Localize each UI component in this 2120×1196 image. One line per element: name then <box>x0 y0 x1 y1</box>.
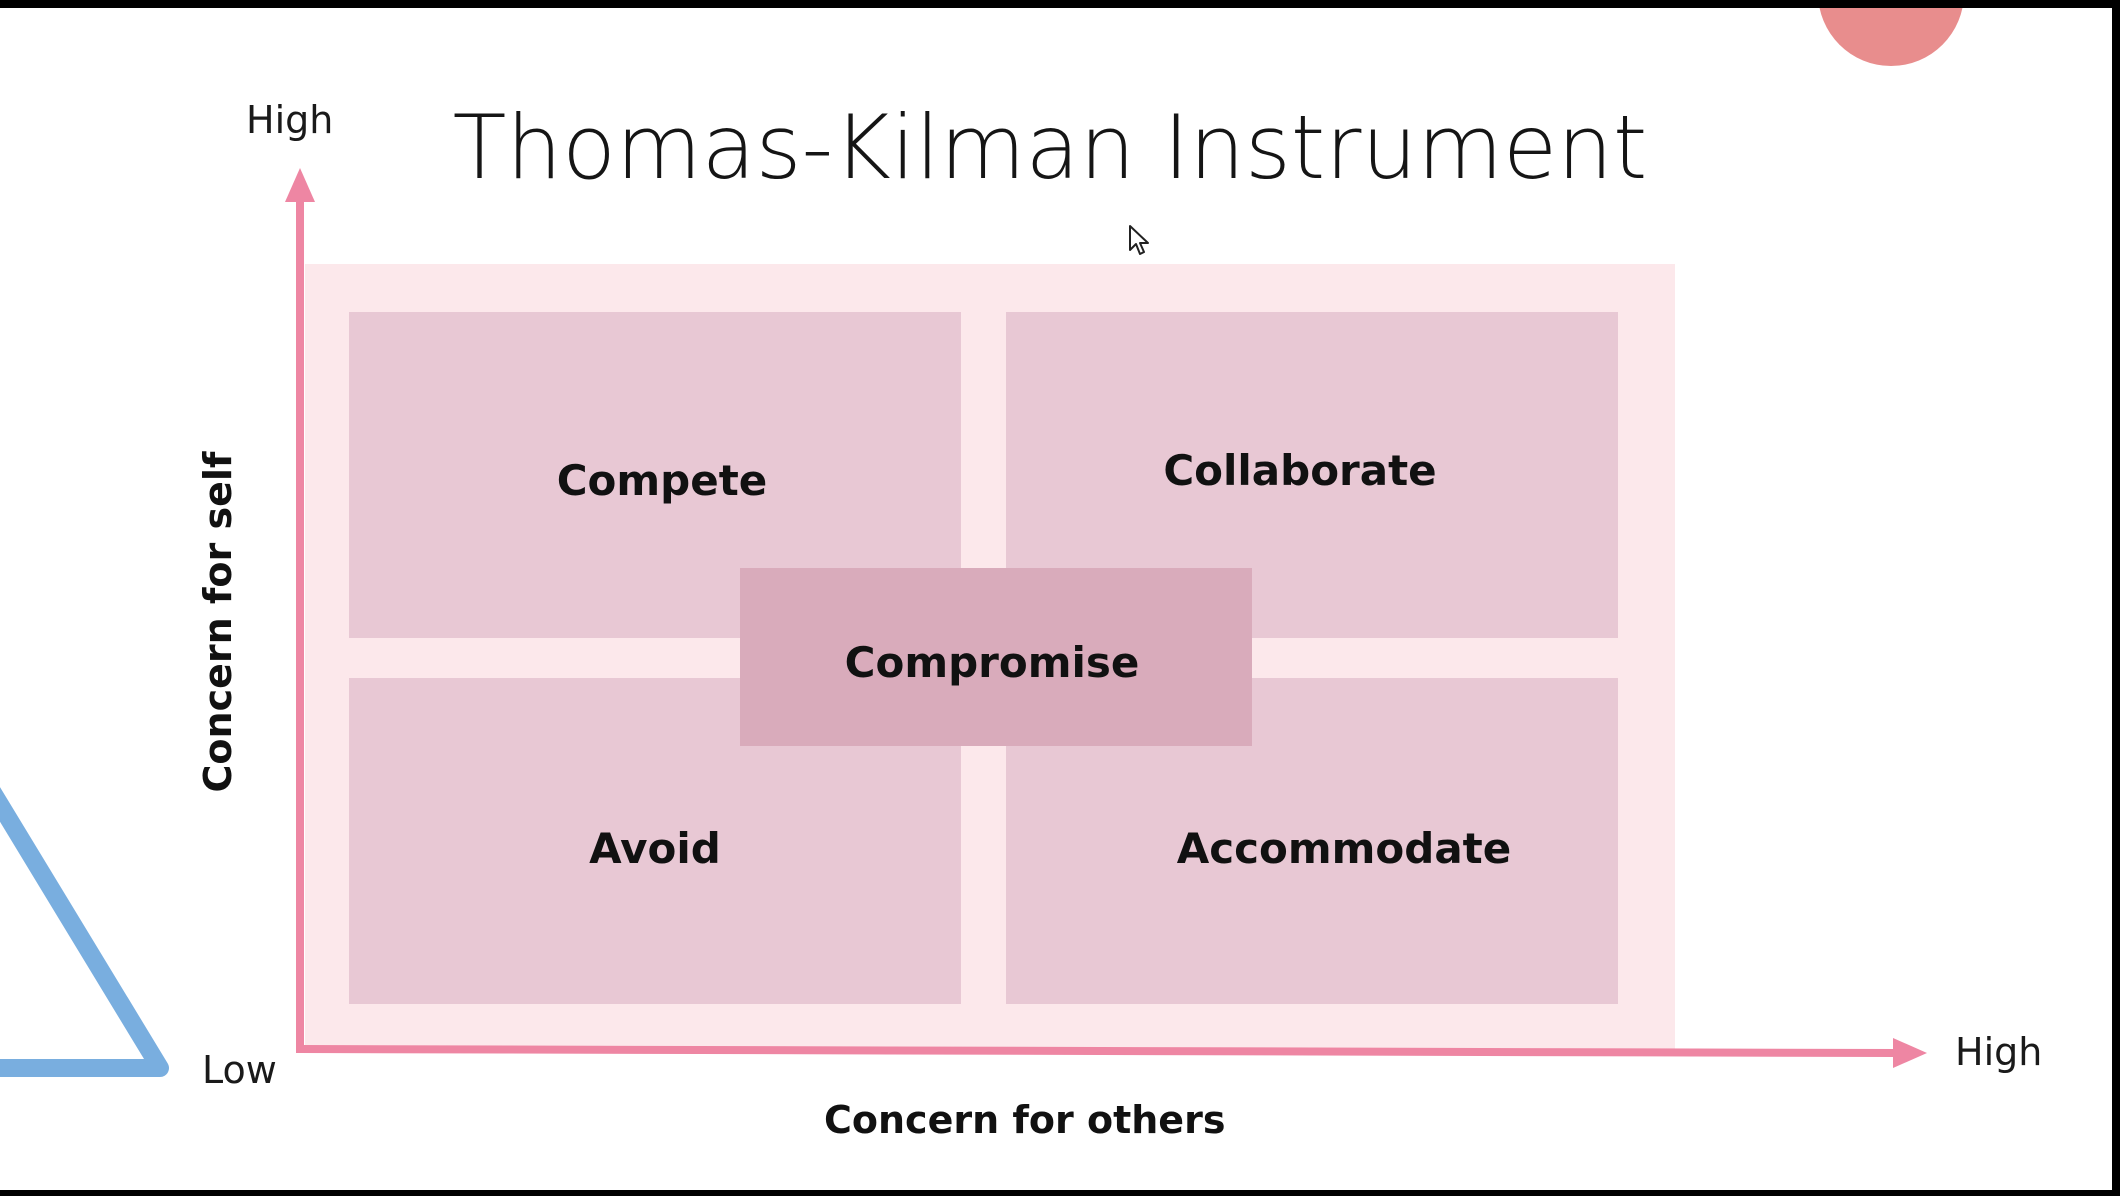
x-axis-line <box>300 1049 1897 1053</box>
label-collaborate: Collaborate <box>1163 446 1437 495</box>
slide <box>0 8 2112 1190</box>
label-compromise: Compromise <box>844 638 1140 687</box>
label-accommodate: Accommodate <box>1176 824 1512 873</box>
label-compete: Compete <box>556 456 768 505</box>
y-axis-title: Concern for self <box>196 451 240 793</box>
x-axis-title: Concern for others <box>824 1098 1226 1142</box>
slide-title: Thomas-Kilman Instrument <box>452 96 1648 199</box>
x-axis-arrow-icon <box>1893 1038 1927 1068</box>
mouse-cursor-icon <box>1128 224 1152 258</box>
x-axis-high-label: High <box>1955 1030 2043 1074</box>
x-axis-low-label: Low <box>202 1048 277 1092</box>
y-axis-high-label: High <box>246 98 334 142</box>
label-avoid: Avoid <box>589 824 721 873</box>
axes <box>0 8 2112 1190</box>
y-axis-arrow-icon <box>285 168 315 202</box>
